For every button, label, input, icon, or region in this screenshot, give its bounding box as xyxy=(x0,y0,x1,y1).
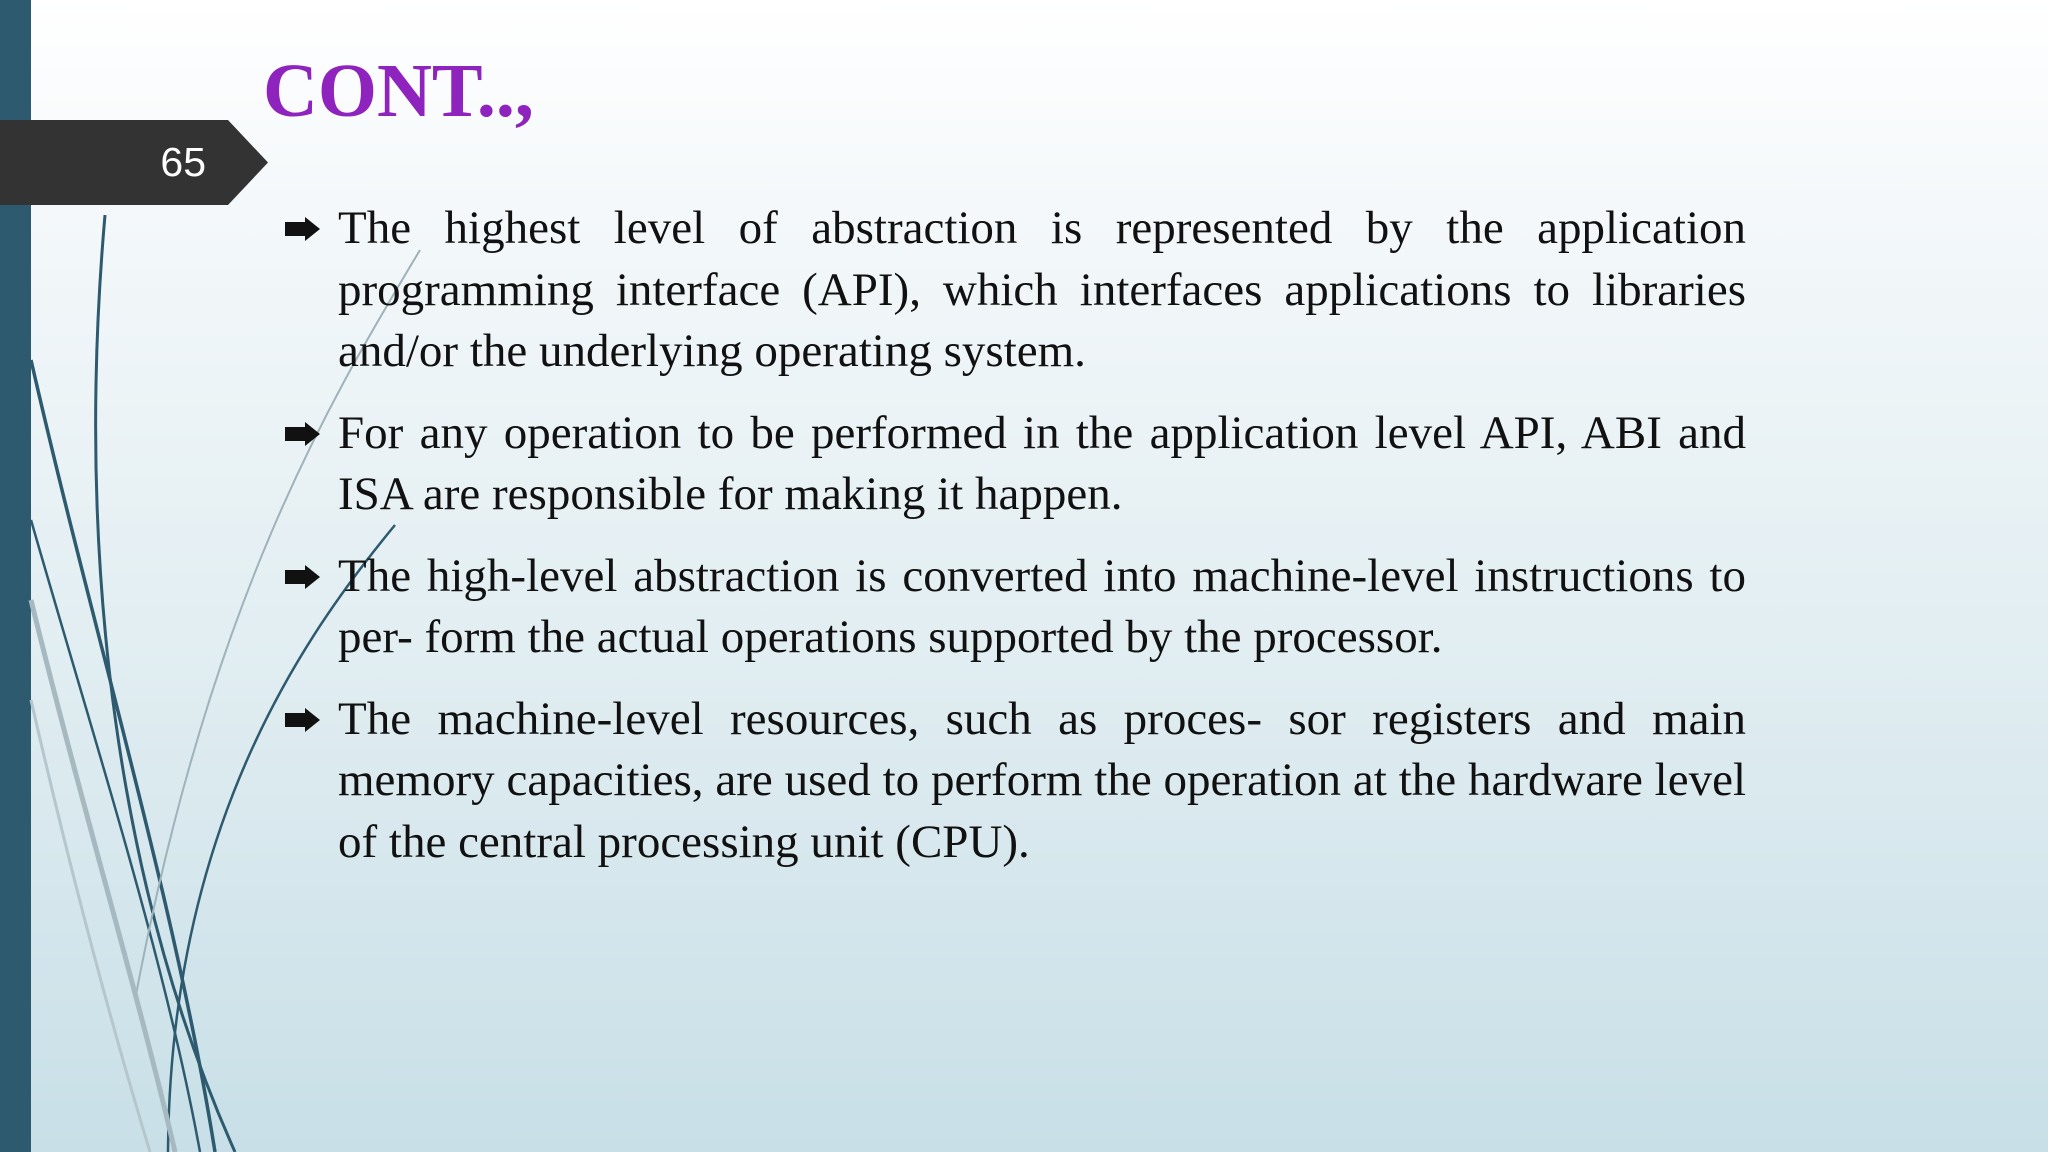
bullet-item xyxy=(283,198,1746,383)
bullet-item xyxy=(283,689,1746,874)
bullet-item xyxy=(283,546,1746,669)
bullet-text: The high-level abstraction is converted into machine-level instructions to per- form the actual operations supported by the processor. xyxy=(338,549,1746,663)
slide-number-tab xyxy=(0,120,268,205)
slide-title: CONT.., xyxy=(263,49,534,133)
bullet-text: The machine-level resources, such as proces- sor registers and main memory capacities, are used to perform the operation at the hardware level of the central processing unit (CPU). xyxy=(338,692,1746,868)
right-arrow-bullet-icon xyxy=(283,216,321,242)
right-arrow-bullet-icon xyxy=(283,564,321,590)
slide-number: 65 xyxy=(160,139,206,185)
bullet-text: The highest level of abstraction is represented by the application programming interface (API), which interfaces applications to libraries and/or the underlying operating system. xyxy=(338,202,1746,377)
right-arrow-bullet-icon xyxy=(283,707,321,733)
right-arrow-bullet-icon xyxy=(283,421,321,447)
bullet-list xyxy=(283,198,1746,893)
bullet-item xyxy=(283,403,1746,526)
bullet-text: For any operation to be performed in the application level API, ABI and ISA are responsible for making it happen. xyxy=(338,406,1746,520)
